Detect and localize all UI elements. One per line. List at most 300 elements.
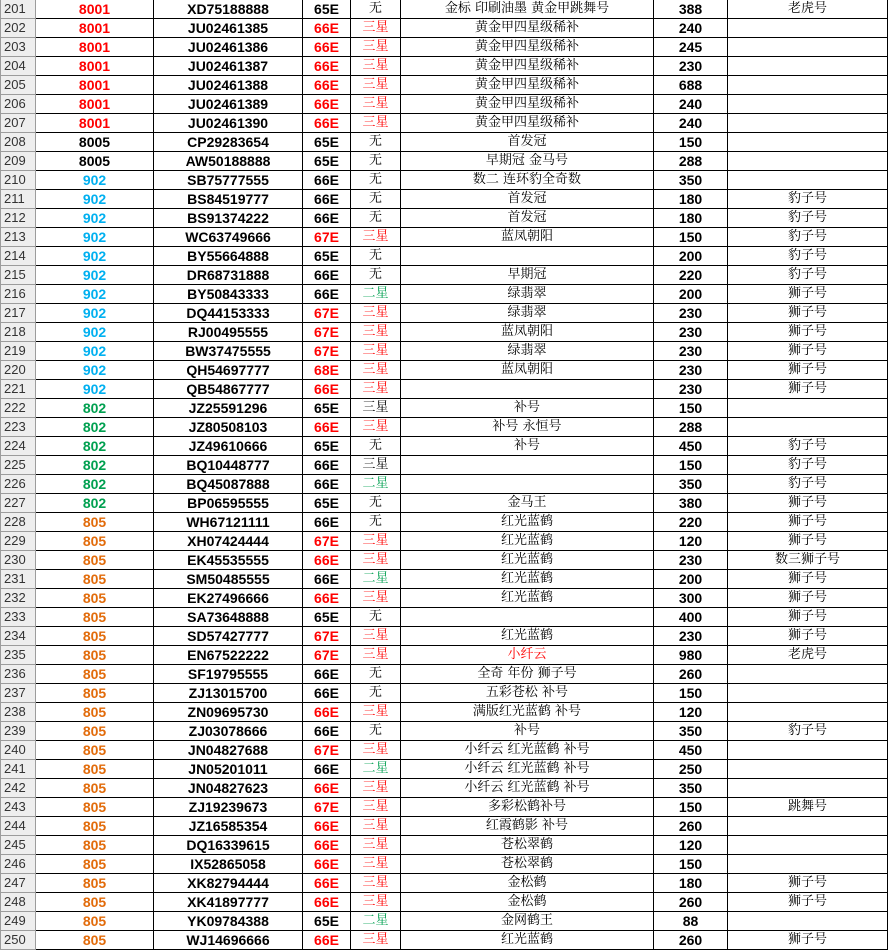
cell-note[interactable]: 蓝凤朝阳	[401, 323, 654, 342]
cell-version[interactable]: 66E	[303, 76, 351, 95]
cell-tag[interactable]: 老虎号	[728, 0, 888, 19]
cell-version[interactable]: 66E	[303, 171, 351, 190]
cell-code[interactable]: 8001	[36, 114, 154, 133]
row-number[interactable]: 201	[1, 0, 36, 19]
table-row[interactable]	[1, 475, 888, 494]
cell-price[interactable]: 120	[654, 532, 728, 551]
cell-tag[interactable]: 狮子号	[728, 380, 888, 399]
cell-serial[interactable]: DR68731888	[154, 266, 303, 285]
cell-code[interactable]: 8001	[36, 19, 154, 38]
table-row[interactable]	[1, 171, 888, 190]
cell-tag[interactable]	[728, 760, 888, 779]
cell-version[interactable]: 66E	[303, 418, 351, 437]
cell-star[interactable]: 二星	[351, 570, 401, 589]
cell-tag[interactable]: 狮子号	[728, 361, 888, 380]
cell-version[interactable]: 66E	[303, 19, 351, 38]
cell-note[interactable]: 全奇 年份 狮子号	[401, 665, 654, 684]
cell-note[interactable]: 红霞鹤影 补号	[401, 817, 654, 836]
table-row[interactable]	[1, 741, 888, 760]
cell-star[interactable]: 无	[351, 437, 401, 456]
cell-price[interactable]: 150	[654, 228, 728, 247]
row-number[interactable]: 242	[1, 779, 36, 798]
table-row[interactable]	[1, 760, 888, 779]
cell-serial[interactable]: XK82794444	[154, 874, 303, 893]
cell-serial[interactable]: BW37475555	[154, 342, 303, 361]
cell-price[interactable]: 260	[654, 893, 728, 912]
cell-note[interactable]	[401, 456, 654, 475]
table-row[interactable]	[1, 0, 888, 19]
row-number[interactable]: 240	[1, 741, 36, 760]
row-number[interactable]: 234	[1, 627, 36, 646]
cell-note[interactable]	[401, 247, 654, 266]
cell-code[interactable]: 805	[36, 817, 154, 836]
cell-code[interactable]: 8001	[36, 57, 154, 76]
cell-version[interactable]: 65E	[303, 247, 351, 266]
cell-star[interactable]: 无	[351, 513, 401, 532]
cell-version[interactable]: 66E	[303, 475, 351, 494]
table-row[interactable]	[1, 190, 888, 209]
table-row[interactable]	[1, 456, 888, 475]
cell-code[interactable]: 805	[36, 703, 154, 722]
cell-price[interactable]: 260	[654, 665, 728, 684]
cell-price[interactable]: 180	[654, 190, 728, 209]
cell-tag[interactable]: 豹子号	[728, 437, 888, 456]
row-number[interactable]: 229	[1, 532, 36, 551]
cell-price[interactable]: 230	[654, 380, 728, 399]
table-row[interactable]	[1, 931, 888, 950]
cell-code[interactable]: 902	[36, 171, 154, 190]
cell-tag[interactable]	[728, 912, 888, 931]
cell-price[interactable]: 245	[654, 38, 728, 57]
cell-star[interactable]: 无	[351, 190, 401, 209]
cell-serial[interactable]: JN04827623	[154, 779, 303, 798]
cell-note[interactable]: 金马王	[401, 494, 654, 513]
row-number[interactable]: 233	[1, 608, 36, 627]
cell-serial[interactable]: EK45535555	[154, 551, 303, 570]
cell-note[interactable]: 早期冠	[401, 266, 654, 285]
table-row[interactable]	[1, 38, 888, 57]
cell-version[interactable]: 66E	[303, 513, 351, 532]
cell-version[interactable]: 68E	[303, 361, 351, 380]
cell-price[interactable]: 350	[654, 475, 728, 494]
cell-code[interactable]: 902	[36, 209, 154, 228]
cell-code[interactable]: 805	[36, 570, 154, 589]
cell-price[interactable]: 150	[654, 798, 728, 817]
row-number[interactable]: 226	[1, 475, 36, 494]
cell-price[interactable]: 180	[654, 874, 728, 893]
row-number[interactable]: 231	[1, 570, 36, 589]
cell-serial[interactable]: AW50188888	[154, 152, 303, 171]
cell-serial[interactable]: JU02461385	[154, 19, 303, 38]
cell-note[interactable]	[401, 380, 654, 399]
cell-star[interactable]: 无	[351, 665, 401, 684]
cell-code[interactable]: 902	[36, 228, 154, 247]
cell-serial[interactable]: QH54697777	[154, 361, 303, 380]
cell-serial[interactable]: ZJ03078666	[154, 722, 303, 741]
cell-note[interactable]: 金松鹤	[401, 874, 654, 893]
table-row[interactable]	[1, 874, 888, 893]
cell-version[interactable]: 66E	[303, 456, 351, 475]
cell-note[interactable]: 红光蓝鹤	[401, 931, 654, 950]
cell-serial[interactable]: JZ80508103	[154, 418, 303, 437]
row-number[interactable]: 230	[1, 551, 36, 570]
cell-tag[interactable]	[728, 779, 888, 798]
row-number[interactable]: 210	[1, 171, 36, 190]
cell-serial[interactable]: WC63749666	[154, 228, 303, 247]
row-number[interactable]: 203	[1, 38, 36, 57]
cell-code[interactable]: 8001	[36, 76, 154, 95]
row-number[interactable]: 207	[1, 114, 36, 133]
cell-note[interactable]: 早期冠 金马号	[401, 152, 654, 171]
cell-code[interactable]: 805	[36, 513, 154, 532]
table-row[interactable]	[1, 893, 888, 912]
cell-star[interactable]: 三星	[351, 342, 401, 361]
cell-version[interactable]: 66E	[303, 665, 351, 684]
cell-tag[interactable]: 豹子号	[728, 228, 888, 247]
table-row[interactable]	[1, 627, 888, 646]
cell-price[interactable]: 260	[654, 817, 728, 836]
cell-code[interactable]: 902	[36, 247, 154, 266]
cell-tag[interactable]	[728, 152, 888, 171]
cell-price[interactable]: 688	[654, 76, 728, 95]
table-row[interactable]	[1, 76, 888, 95]
cell-note[interactable]: 黄金甲四星级稀补	[401, 57, 654, 76]
cell-version[interactable]: 67E	[303, 646, 351, 665]
cell-tag[interactable]	[728, 741, 888, 760]
cell-version[interactable]: 66E	[303, 114, 351, 133]
cell-star[interactable]: 三星	[351, 532, 401, 551]
row-number[interactable]: 213	[1, 228, 36, 247]
cell-note[interactable]	[401, 475, 654, 494]
cell-price[interactable]: 450	[654, 437, 728, 456]
cell-price[interactable]: 240	[654, 95, 728, 114]
cell-star[interactable]: 三星	[351, 399, 401, 418]
cell-price[interactable]: 350	[654, 722, 728, 741]
cell-version[interactable]: 66E	[303, 266, 351, 285]
cell-note[interactable]: 金松鹤	[401, 893, 654, 912]
cell-note[interactable]: 黄金甲四星级稀补	[401, 38, 654, 57]
cell-tag[interactable]	[728, 95, 888, 114]
cell-price[interactable]: 150	[654, 684, 728, 703]
cell-serial[interactable]: CP29283654	[154, 133, 303, 152]
cell-note[interactable]: 黄金甲四星级稀补	[401, 76, 654, 95]
cell-code[interactable]: 802	[36, 418, 154, 437]
cell-price[interactable]: 150	[654, 399, 728, 418]
table-row[interactable]	[1, 855, 888, 874]
table-row[interactable]	[1, 247, 888, 266]
cell-star[interactable]: 三星	[351, 931, 401, 950]
cell-code[interactable]: 805	[36, 855, 154, 874]
cell-code[interactable]: 805	[36, 874, 154, 893]
row-number[interactable]: 232	[1, 589, 36, 608]
cell-serial[interactable]: ZJ13015700	[154, 684, 303, 703]
table-row[interactable]	[1, 361, 888, 380]
cell-note[interactable]	[401, 608, 654, 627]
row-number[interactable]: 217	[1, 304, 36, 323]
table-row[interactable]	[1, 228, 888, 247]
cell-serial[interactable]: EN67522222	[154, 646, 303, 665]
cell-tag[interactable]	[728, 38, 888, 57]
cell-version[interactable]: 67E	[303, 304, 351, 323]
cell-price[interactable]: 260	[654, 931, 728, 950]
table-row[interactable]	[1, 722, 888, 741]
cell-serial[interactable]: SA73648888	[154, 608, 303, 627]
row-number[interactable]: 208	[1, 133, 36, 152]
cell-star[interactable]: 三星	[351, 551, 401, 570]
cell-note[interactable]: 蓝凤朝阳	[401, 361, 654, 380]
row-number[interactable]: 223	[1, 418, 36, 437]
table-row[interactable]	[1, 798, 888, 817]
table-row[interactable]	[1, 418, 888, 437]
cell-serial[interactable]: JU02461386	[154, 38, 303, 57]
row-number[interactable]: 239	[1, 722, 36, 741]
cell-version[interactable]: 66E	[303, 570, 351, 589]
cell-tag[interactable]: 狮子号	[728, 304, 888, 323]
cell-code[interactable]: 805	[36, 798, 154, 817]
cell-star[interactable]: 三星	[351, 741, 401, 760]
cell-version[interactable]: 65E	[303, 399, 351, 418]
cell-note[interactable]: 满版红光蓝鹤 补号	[401, 703, 654, 722]
cell-code[interactable]: 805	[36, 836, 154, 855]
cell-note[interactable]: 红光蓝鹤	[401, 627, 654, 646]
cell-serial[interactable]: JZ25591296	[154, 399, 303, 418]
cell-tag[interactable]: 狮子号	[728, 285, 888, 304]
cell-price[interactable]: 230	[654, 57, 728, 76]
cell-star[interactable]: 三星	[351, 361, 401, 380]
row-number[interactable]: 206	[1, 95, 36, 114]
table-row[interactable]	[1, 380, 888, 399]
cell-star[interactable]: 三星	[351, 57, 401, 76]
row-number[interactable]: 205	[1, 76, 36, 95]
cell-version[interactable]: 66E	[303, 589, 351, 608]
cell-tag[interactable]: 狮子号	[728, 532, 888, 551]
cell-tag[interactable]: 狮子号	[728, 931, 888, 950]
cell-serial[interactable]: BQ45087888	[154, 475, 303, 494]
row-number[interactable]: 243	[1, 798, 36, 817]
cell-tag[interactable]	[728, 133, 888, 152]
cell-code[interactable]: 805	[36, 589, 154, 608]
cell-star[interactable]: 三星	[351, 456, 401, 475]
cell-note[interactable]: 金网鹤王	[401, 912, 654, 931]
cell-star[interactable]: 三星	[351, 836, 401, 855]
cell-version[interactable]: 65E	[303, 437, 351, 456]
cell-note[interactable]: 绿翡翠	[401, 285, 654, 304]
cell-code[interactable]: 805	[36, 912, 154, 931]
cell-tag[interactable]	[728, 684, 888, 703]
cell-price[interactable]: 380	[654, 494, 728, 513]
cell-code[interactable]: 8001	[36, 0, 154, 19]
cell-code[interactable]: 802	[36, 456, 154, 475]
cell-code[interactable]: 8001	[36, 38, 154, 57]
cell-version[interactable]: 65E	[303, 0, 351, 19]
table-row[interactable]	[1, 152, 888, 171]
cell-serial[interactable]: XH07424444	[154, 532, 303, 551]
table-row[interactable]	[1, 399, 888, 418]
cell-star[interactable]: 二星	[351, 285, 401, 304]
cell-serial[interactable]: DQ16339615	[154, 836, 303, 855]
row-number[interactable]: 227	[1, 494, 36, 513]
cell-version[interactable]: 67E	[303, 342, 351, 361]
cell-star[interactable]: 三星	[351, 95, 401, 114]
cell-price[interactable]: 230	[654, 342, 728, 361]
cell-code[interactable]: 805	[36, 760, 154, 779]
row-number[interactable]: 250	[1, 931, 36, 950]
cell-serial[interactable]: JU02461390	[154, 114, 303, 133]
cell-tag[interactable]	[728, 855, 888, 874]
cell-code[interactable]: 805	[36, 722, 154, 741]
cell-price[interactable]: 230	[654, 323, 728, 342]
row-number[interactable]: 218	[1, 323, 36, 342]
cell-note[interactable]: 首发冠	[401, 209, 654, 228]
cell-price[interactable]: 150	[654, 133, 728, 152]
cell-note[interactable]: 苍松翠鹤	[401, 836, 654, 855]
cell-version[interactable]: 66E	[303, 551, 351, 570]
cell-version[interactable]: 66E	[303, 931, 351, 950]
row-number[interactable]: 215	[1, 266, 36, 285]
table-row[interactable]	[1, 608, 888, 627]
cell-code[interactable]: 902	[36, 323, 154, 342]
cell-note[interactable]: 首发冠	[401, 190, 654, 209]
cell-tag[interactable]	[728, 665, 888, 684]
cell-note[interactable]: 小纤云 红光蓝鹤 补号	[401, 760, 654, 779]
row-number[interactable]: 238	[1, 703, 36, 722]
row-number[interactable]: 225	[1, 456, 36, 475]
cell-price[interactable]: 288	[654, 418, 728, 437]
cell-price[interactable]: 220	[654, 513, 728, 532]
cell-star[interactable]: 无	[351, 494, 401, 513]
cell-serial[interactable]: JZ49610666	[154, 437, 303, 456]
cell-code[interactable]: 805	[36, 779, 154, 798]
cell-note[interactable]: 金标 印刷油墨 黄金甲跳舞号	[401, 0, 654, 19]
cell-serial[interactable]: BS84519777	[154, 190, 303, 209]
cell-price[interactable]: 240	[654, 114, 728, 133]
row-number[interactable]: 216	[1, 285, 36, 304]
cell-star[interactable]: 无	[351, 684, 401, 703]
cell-tag[interactable]: 豹子号	[728, 247, 888, 266]
row-number[interactable]: 245	[1, 836, 36, 855]
row-number[interactable]: 222	[1, 399, 36, 418]
cell-version[interactable]: 66E	[303, 95, 351, 114]
cell-tag[interactable]: 狮子号	[728, 342, 888, 361]
cell-code[interactable]: 805	[36, 893, 154, 912]
cell-note[interactable]: 红光蓝鹤	[401, 551, 654, 570]
cell-code[interactable]: 902	[36, 285, 154, 304]
cell-star[interactable]: 无	[351, 266, 401, 285]
cell-price[interactable]: 350	[654, 779, 728, 798]
cell-price[interactable]: 400	[654, 608, 728, 627]
table-row[interactable]	[1, 19, 888, 38]
table-row[interactable]	[1, 779, 888, 798]
cell-code[interactable]: 802	[36, 437, 154, 456]
cell-version[interactable]: 67E	[303, 323, 351, 342]
cell-star[interactable]: 无	[351, 133, 401, 152]
cell-serial[interactable]: DQ44153333	[154, 304, 303, 323]
table-row[interactable]	[1, 209, 888, 228]
cell-price[interactable]: 980	[654, 646, 728, 665]
cell-code[interactable]: 805	[36, 551, 154, 570]
cell-tag[interactable]: 狮子号	[728, 494, 888, 513]
table-row[interactable]	[1, 437, 888, 456]
cell-star[interactable]: 二星	[351, 912, 401, 931]
cell-note[interactable]: 多彩松鹤补号	[401, 798, 654, 817]
cell-serial[interactable]: JN04827688	[154, 741, 303, 760]
cell-serial[interactable]: JN05201011	[154, 760, 303, 779]
cell-serial[interactable]: XD75188888	[154, 0, 303, 19]
cell-serial[interactable]: JU02461387	[154, 57, 303, 76]
cell-code[interactable]: 902	[36, 380, 154, 399]
cell-note[interactable]: 黄金甲四星级稀补	[401, 19, 654, 38]
cell-star[interactable]: 三星	[351, 380, 401, 399]
cell-serial[interactable]: BP06595555	[154, 494, 303, 513]
cell-tag[interactable]: 老虎号	[728, 646, 888, 665]
cell-star[interactable]: 无	[351, 171, 401, 190]
row-number[interactable]: 211	[1, 190, 36, 209]
cell-price[interactable]: 150	[654, 855, 728, 874]
cell-code[interactable]: 8001	[36, 95, 154, 114]
cell-version[interactable]: 67E	[303, 532, 351, 551]
cell-version[interactable]: 67E	[303, 798, 351, 817]
cell-version[interactable]: 67E	[303, 228, 351, 247]
cell-serial[interactable]: EK27496666	[154, 589, 303, 608]
cell-tag[interactable]	[728, 171, 888, 190]
table-row[interactable]	[1, 817, 888, 836]
cell-serial[interactable]: ZJ19239673	[154, 798, 303, 817]
cell-star[interactable]: 三星	[351, 19, 401, 38]
cell-price[interactable]: 300	[654, 589, 728, 608]
cell-serial[interactable]: BQ10448777	[154, 456, 303, 475]
cell-version[interactable]: 65E	[303, 494, 351, 513]
cell-price[interactable]: 200	[654, 570, 728, 589]
cell-version[interactable]: 66E	[303, 836, 351, 855]
table-row[interactable]	[1, 285, 888, 304]
table-row[interactable]	[1, 703, 888, 722]
cell-code[interactable]: 805	[36, 646, 154, 665]
row-number[interactable]: 212	[1, 209, 36, 228]
cell-version[interactable]: 67E	[303, 627, 351, 646]
cell-tag[interactable]: 豹子号	[728, 456, 888, 475]
cell-note[interactable]: 红光蓝鹤	[401, 589, 654, 608]
cell-tag[interactable]: 豹子号	[728, 190, 888, 209]
cell-note[interactable]: 补号	[401, 722, 654, 741]
cell-serial[interactable]: WJ14696666	[154, 931, 303, 950]
cell-version[interactable]: 66E	[303, 38, 351, 57]
cell-tag[interactable]	[728, 114, 888, 133]
cell-note[interactable]: 红光蓝鹤	[401, 570, 654, 589]
cell-star[interactable]: 三星	[351, 589, 401, 608]
cell-code[interactable]: 805	[36, 627, 154, 646]
cell-star[interactable]: 无	[351, 608, 401, 627]
cell-star[interactable]: 三星	[351, 703, 401, 722]
cell-note[interactable]: 红光蓝鹤	[401, 513, 654, 532]
cell-note[interactable]: 数二 连环豹全奇数	[401, 171, 654, 190]
table-row[interactable]	[1, 589, 888, 608]
cell-note[interactable]: 小纤云	[401, 646, 654, 665]
table-row[interactable]	[1, 836, 888, 855]
cell-star[interactable]: 三星	[351, 855, 401, 874]
table-row[interactable]	[1, 304, 888, 323]
cell-note[interactable]: 黄金甲四星级稀补	[401, 114, 654, 133]
cell-serial[interactable]: BY55664888	[154, 247, 303, 266]
cell-star[interactable]: 三星	[351, 817, 401, 836]
cell-star[interactable]: 无	[351, 247, 401, 266]
cell-star[interactable]: 无	[351, 209, 401, 228]
cell-code[interactable]: 802	[36, 399, 154, 418]
cell-note[interactable]: 绿翡翠	[401, 342, 654, 361]
cell-star[interactable]: 三星	[351, 418, 401, 437]
cell-version[interactable]: 66E	[303, 380, 351, 399]
cell-code[interactable]: 902	[36, 266, 154, 285]
row-number[interactable]: 209	[1, 152, 36, 171]
